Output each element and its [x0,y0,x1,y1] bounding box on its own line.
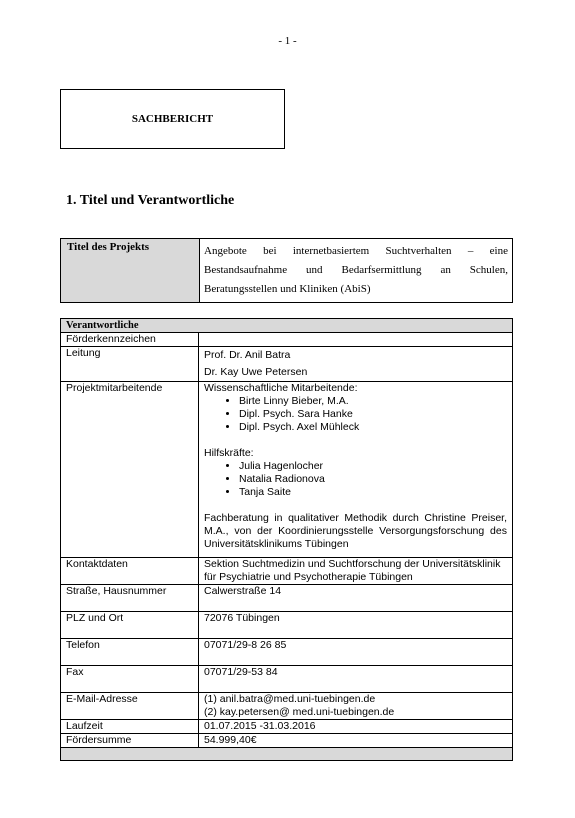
contact-row [61,558,513,585]
duration-row [61,720,513,734]
street-value: Calwerstraße 14 [199,585,513,612]
email-row [61,693,513,720]
scientific-staff-heading: Wissenschaftliche Mitarbeitende: [204,382,358,394]
list-item: • Dipl. Psych. Sara Hanke [239,408,507,421]
funding-id-value [199,333,513,347]
duration-label: Laufzeit [61,720,199,734]
lead-name: Dr. Kay Uwe Petersen [204,366,308,378]
assistants-list [204,460,507,499]
fax-label: Fax [61,666,199,693]
assistants-heading: Hilfskräfte: [204,447,254,459]
responsible-header: Verantwortliche [61,319,513,333]
staff-row [61,382,513,558]
project-title-value [200,239,513,303]
project-title-line: Bestandsaufnahme und Bedarfsermittlung an Schulen, [204,264,508,276]
funding-sum-row [61,734,513,748]
consulting-note: Fachberatung in qualitativer Methodik durch Christine Preiser, M.A., von der Koordinierungsstelle Versorgungsforschung des Universitätsklinikums Tübingen [204,512,507,550]
funding-id-label: Förderkennzeichen [61,333,199,347]
street-label: Straße, Hausnummer [61,585,199,612]
fax-value: 07071/29-53 84 [199,666,513,693]
staff-value [199,382,513,558]
phone-row [61,639,513,666]
project-title-table [60,238,513,303]
phone-value: 07071/29-8 26 85 [199,639,513,666]
project-title-label: Titel des Projekts [61,239,200,303]
funding-id-row [61,333,513,347]
fax-row [61,666,513,693]
city-row [61,612,513,639]
contact-label: Kontaktdaten [61,558,199,585]
responsible-header-row [61,319,513,333]
section-heading: 1. Titel und Verantwortliche [66,193,235,208]
email-value [199,693,513,720]
lead-label: Leitung [61,347,199,382]
funding-sum-label: Fördersumme [61,734,199,748]
phone-label: Telefon [61,639,199,666]
list-item: • Dipl. Psych. Axel Mühleck [239,421,507,434]
table-footer [61,748,513,761]
table-footer-row [61,748,513,761]
email-address: (2) kay.petersen@ med.uni-tuebingen.de [204,706,395,718]
project-title-line: Angebote bei internetbasiertem Suchtverhalten – eine [204,245,508,257]
funding-sum-value: 54.999,40€ [199,734,513,748]
report-title-box [60,89,285,149]
page-number: - 1 - [278,35,297,47]
scientific-staff-list [204,395,507,434]
lead-name: Prof. Dr. Anil Batra [204,349,291,361]
street-row [61,585,513,612]
staff-label: Projektmitarbeitende [61,382,199,558]
responsible-table [60,318,513,761]
report-title: SACHBERICHT [131,113,214,125]
project-title-row [61,239,513,303]
list-item: • Birte Linny Bieber, M.A. [239,395,507,408]
project-title-line: Beratungsstellen und Kliniken (AbiS) [204,283,371,295]
email-label: E-Mail-Adresse [61,693,199,720]
contact-value: Sektion Suchtmedizin und Suchtforschung der Universitätsklinik für Psychiatrie und Psychotherapie Tübingen [199,558,513,585]
duration-value: 01.07.2015 -31.03.2016 [199,720,513,734]
list-item: • Tanja Saite [239,486,507,499]
city-label: PLZ und Ort [61,612,199,639]
lead-row [61,347,513,382]
city-value: 72076 Tübingen [199,612,513,639]
email-address: (1) anil.batra@med.uni-tuebingen.de [204,693,376,705]
list-item: • Julia Hagenlocher [239,460,507,473]
list-item: • Natalia Radionova [239,473,507,486]
lead-value [199,347,513,382]
